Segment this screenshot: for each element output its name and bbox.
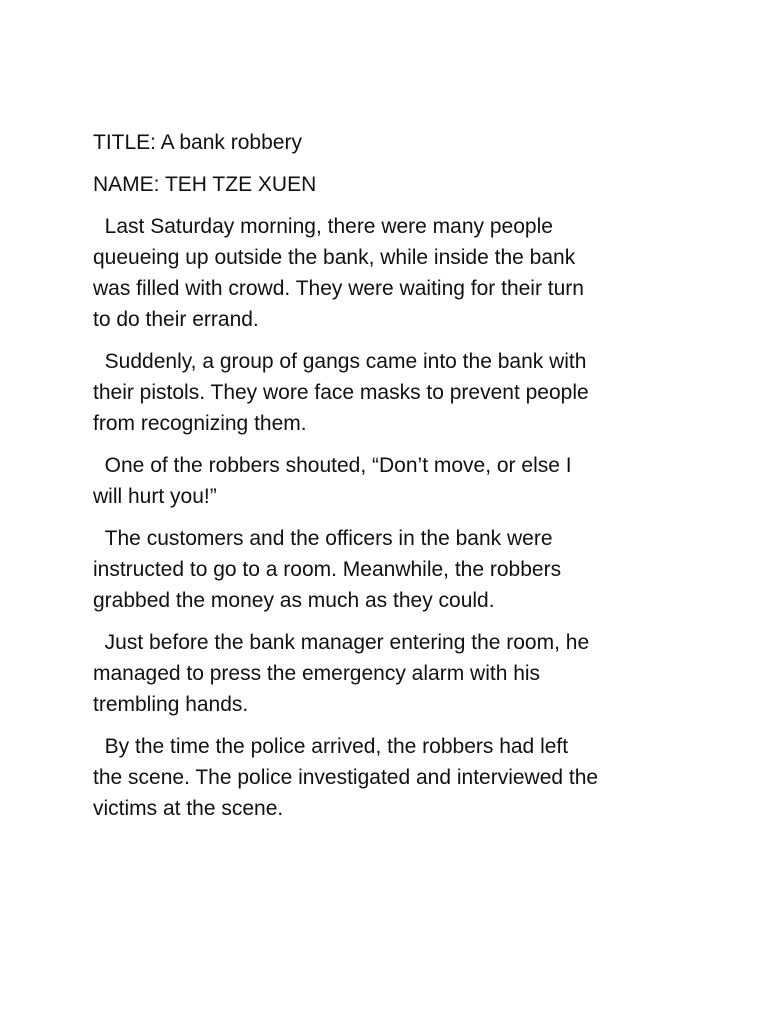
paragraph-3 bbox=[93, 450, 683, 512]
paragraph-2 bbox=[93, 346, 683, 439]
paragraph-line: from recognizing them. bbox=[93, 412, 307, 435]
paragraph-line: instructed to go to a room. Meanwhile, the robbers bbox=[93, 558, 562, 581]
name-line: NAME: TEH TZE XUEN bbox=[93, 173, 317, 196]
document-body bbox=[93, 127, 683, 835]
paragraph-line: queueing up outside the bank, while inside the bank bbox=[93, 246, 576, 269]
paragraph-line: Last Saturday morning, there were many people bbox=[93, 215, 553, 238]
paragraph-line: their pistols. They wore face masks to prevent people bbox=[93, 381, 589, 404]
paragraph-line: Suddenly, a group of gangs came into the bank with bbox=[93, 350, 587, 373]
paragraph-line: By the time the police arrived, the robbers had left bbox=[93, 735, 569, 758]
paragraph-line: One of the robbers shouted, “Don’t move, or else I bbox=[93, 454, 572, 477]
paragraph-line: to do their errand. bbox=[93, 308, 259, 331]
title-line: TITLE: A bank robbery bbox=[93, 131, 302, 154]
paragraph-6 bbox=[93, 731, 683, 824]
paragraph-line: Just before the bank manager entering the room, he bbox=[93, 631, 590, 654]
paragraph-4 bbox=[93, 523, 683, 616]
paragraph-5 bbox=[93, 627, 683, 720]
paragraph-line: the scene. The police investigated and interviewed the bbox=[93, 766, 599, 789]
paragraph-line: was filled with crowd. They were waiting for their turn bbox=[93, 277, 584, 300]
paragraph-line: The customers and the officers in the bank were bbox=[93, 527, 553, 550]
paragraph-1 bbox=[93, 211, 683, 335]
paragraph-line: victims at the scene. bbox=[93, 797, 284, 820]
paragraph-line: managed to press the emergency alarm with his bbox=[93, 662, 541, 685]
paragraph-line: will hurt you!” bbox=[93, 485, 217, 508]
paragraph-line: grabbed the money as much as they could. bbox=[93, 589, 495, 612]
paragraph-line: trembling hands. bbox=[93, 693, 249, 716]
